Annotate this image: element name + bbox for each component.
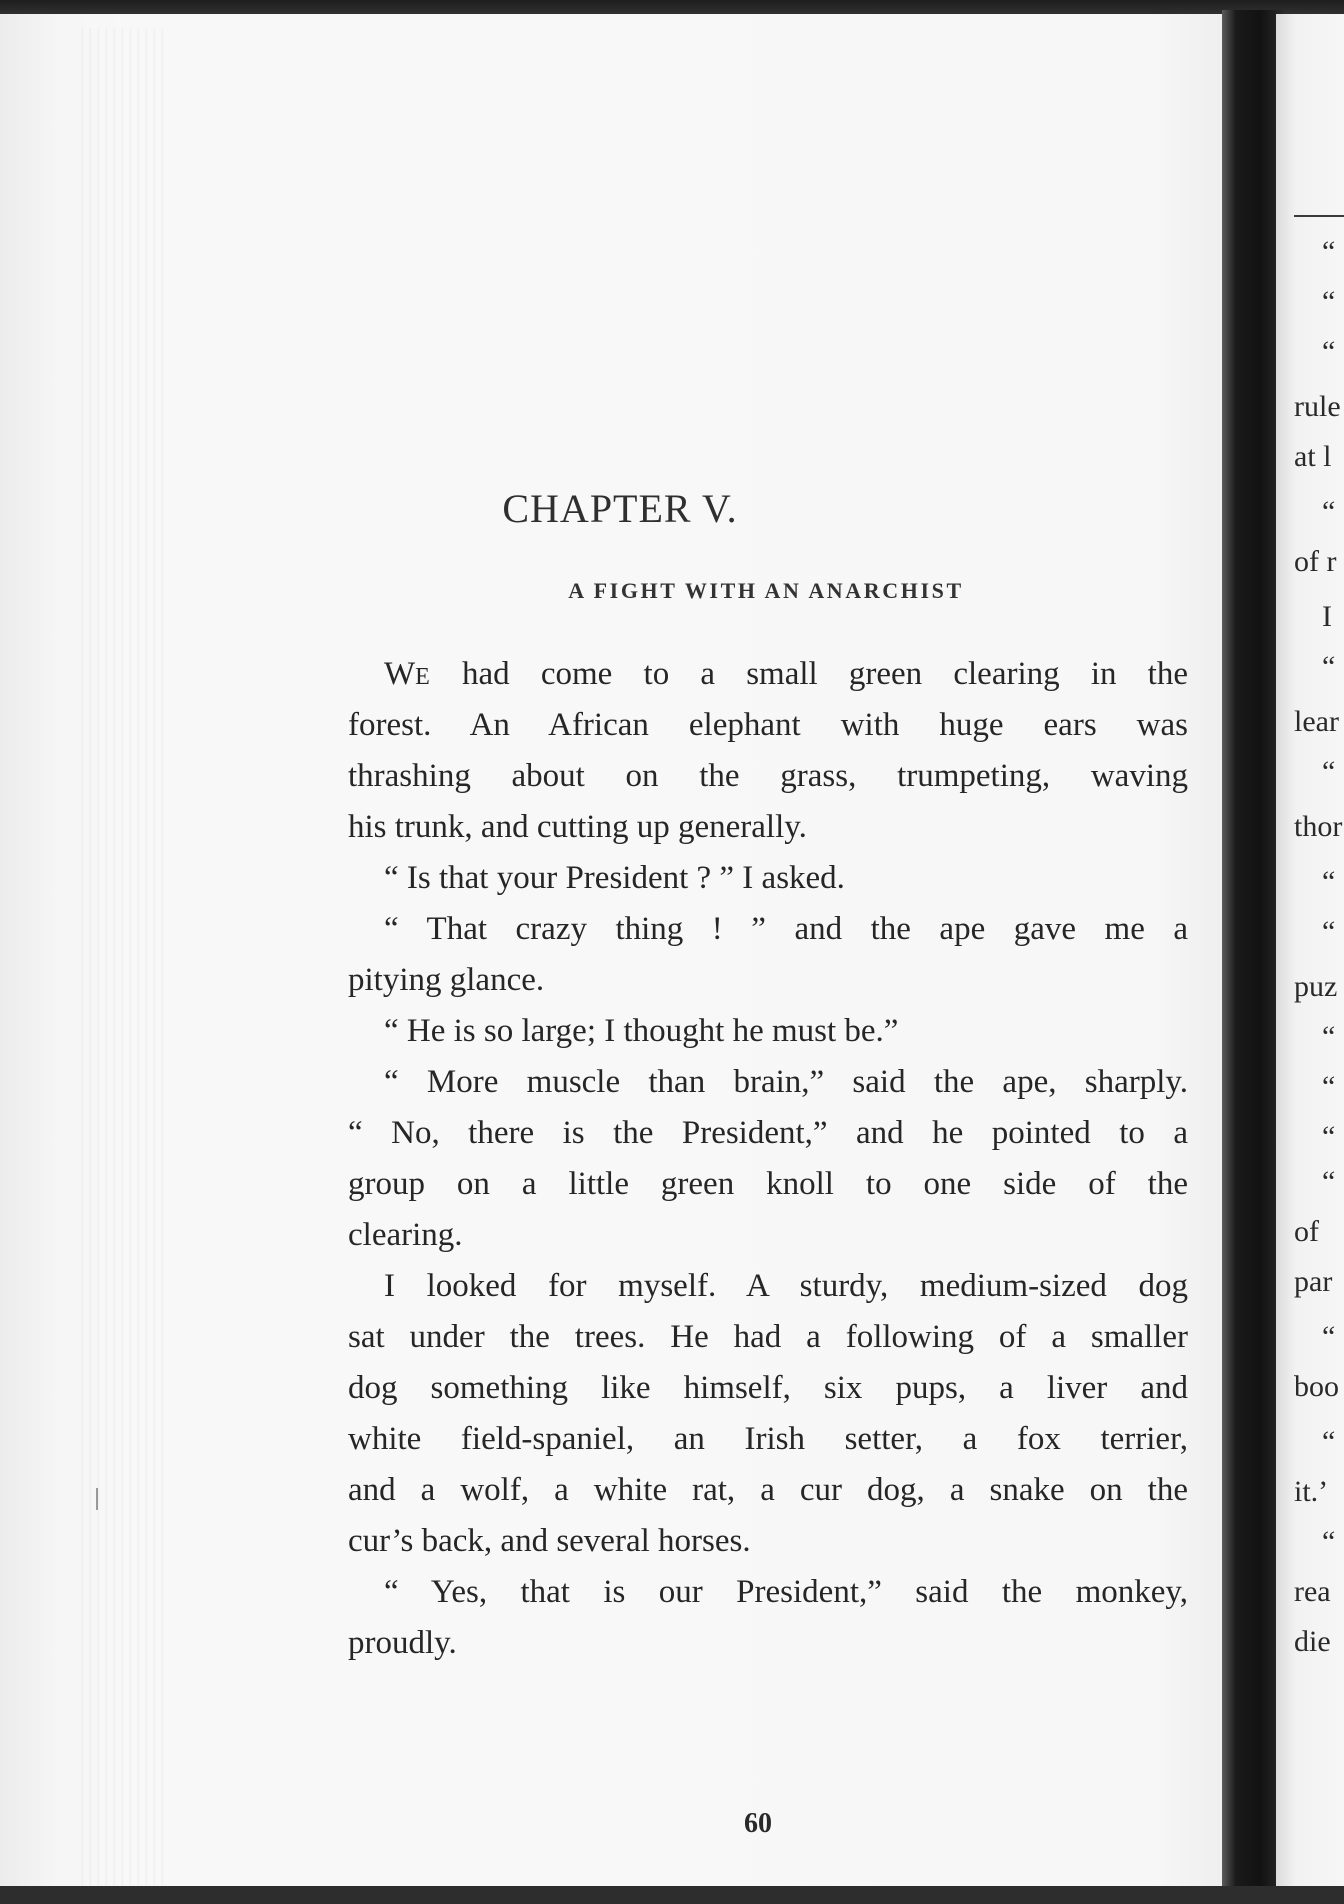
text-line: proudly.	[348, 1625, 457, 1661]
text-line: thrashing about on the grass, trumpeting, waving	[348, 758, 1188, 794]
text-line: “ Yes, that is our President,” said the monkey,	[384, 1574, 1188, 1610]
scan-bottom-edge	[0, 1886, 1344, 1904]
facing-page-rule	[1294, 215, 1344, 217]
facing-page-fragment: boo	[1294, 1370, 1339, 1403]
facing-page-fragment: “	[1322, 1120, 1336, 1153]
facing-page-fragment: “	[1322, 650, 1336, 683]
facing-page-fragment: at l	[1294, 440, 1332, 473]
facing-page-fragment: puz	[1294, 970, 1338, 1003]
facing-page-fragment: “	[1322, 235, 1336, 268]
text-line: cur’s back, and several horses.	[348, 1523, 751, 1559]
facing-page-fragment: of r	[1294, 545, 1337, 578]
text-line: “ That crazy thing ! ” and the ape gave me a	[384, 911, 1188, 947]
body-text	[348, 649, 1188, 1669]
text-line: dog something like himself, six pups, a liver and	[348, 1370, 1188, 1406]
facing-page-fragment: rule	[1294, 390, 1341, 423]
text-line: and a wolf, a white rat, a cur dog, a snake on the	[348, 1472, 1188, 1508]
facing-page-text	[1294, 0, 1344, 1904]
margin-mark	[96, 1488, 98, 1510]
text-line: “ More muscle than brain,” said the ape, sharply.	[384, 1064, 1188, 1100]
text-line: “ He is so large; I thought he must be.”	[384, 1013, 899, 1049]
text-line: I looked for myself. A sturdy, medium-sized dog	[384, 1268, 1188, 1304]
dropcap-smallcaps: E	[415, 664, 431, 690]
text-line: forest. An African elephant with huge ears was	[348, 707, 1188, 743]
facing-page-fragment: par	[1294, 1265, 1333, 1298]
facing-page-fragment: “	[1322, 865, 1336, 898]
text-line: group on a little green knoll to one side of the	[348, 1166, 1188, 1202]
page-edge-shading	[76, 28, 166, 1888]
text-line: his trunk, and cutting up generally.	[348, 809, 807, 845]
page-number: 60	[744, 1808, 772, 1839]
line-text: had come to a small green clearing in the	[462, 656, 1188, 692]
chapter-title: CHAPTER V.	[502, 486, 738, 531]
book-gutter	[1222, 10, 1284, 1904]
text-line: “ No, there is the President,” and he pointed to a	[348, 1115, 1188, 1151]
facing-page-fragment: of	[1294, 1215, 1319, 1248]
facing-page-fragment: “	[1322, 1425, 1336, 1458]
facing-page-fragment: it.’	[1294, 1475, 1329, 1508]
chapter-subtitle: A FIGHT WITH AN ANARCHIST	[568, 578, 964, 603]
text-line: pitying glance.	[348, 962, 545, 998]
facing-page-fragment: “	[1322, 495, 1336, 528]
facing-page-fragment: “	[1322, 335, 1336, 368]
dropcap-word: WE	[384, 656, 431, 692]
facing-page-fragment: “	[1322, 1070, 1336, 1103]
facing-page-fragment: die	[1294, 1625, 1331, 1658]
facing-page-fragment: “	[1322, 1525, 1336, 1558]
facing-page-fragment: I	[1322, 600, 1332, 633]
facing-page-fragment: “	[1322, 915, 1336, 948]
facing-page-fragment: “	[1322, 1320, 1336, 1353]
text-line	[348, 649, 1188, 700]
text-line: white field-spaniel, an Irish setter, a fox terrier,	[348, 1421, 1188, 1457]
facing-page-fragment: “	[1322, 1020, 1336, 1053]
facing-page-fragment: rea	[1294, 1575, 1331, 1608]
facing-page-fragment: lear	[1294, 705, 1339, 738]
facing-page-fragment: “	[1322, 755, 1336, 788]
facing-page-fragment: “	[1322, 285, 1336, 318]
text-line: sat under the trees. He had a following of a smaller	[348, 1319, 1188, 1355]
facing-page-fragment: thor	[1294, 810, 1343, 843]
text-line: clearing.	[348, 1217, 463, 1253]
facing-page-fragment: “	[1322, 1165, 1336, 1198]
text-line: “ Is that your President ? ” I asked.	[384, 860, 845, 896]
